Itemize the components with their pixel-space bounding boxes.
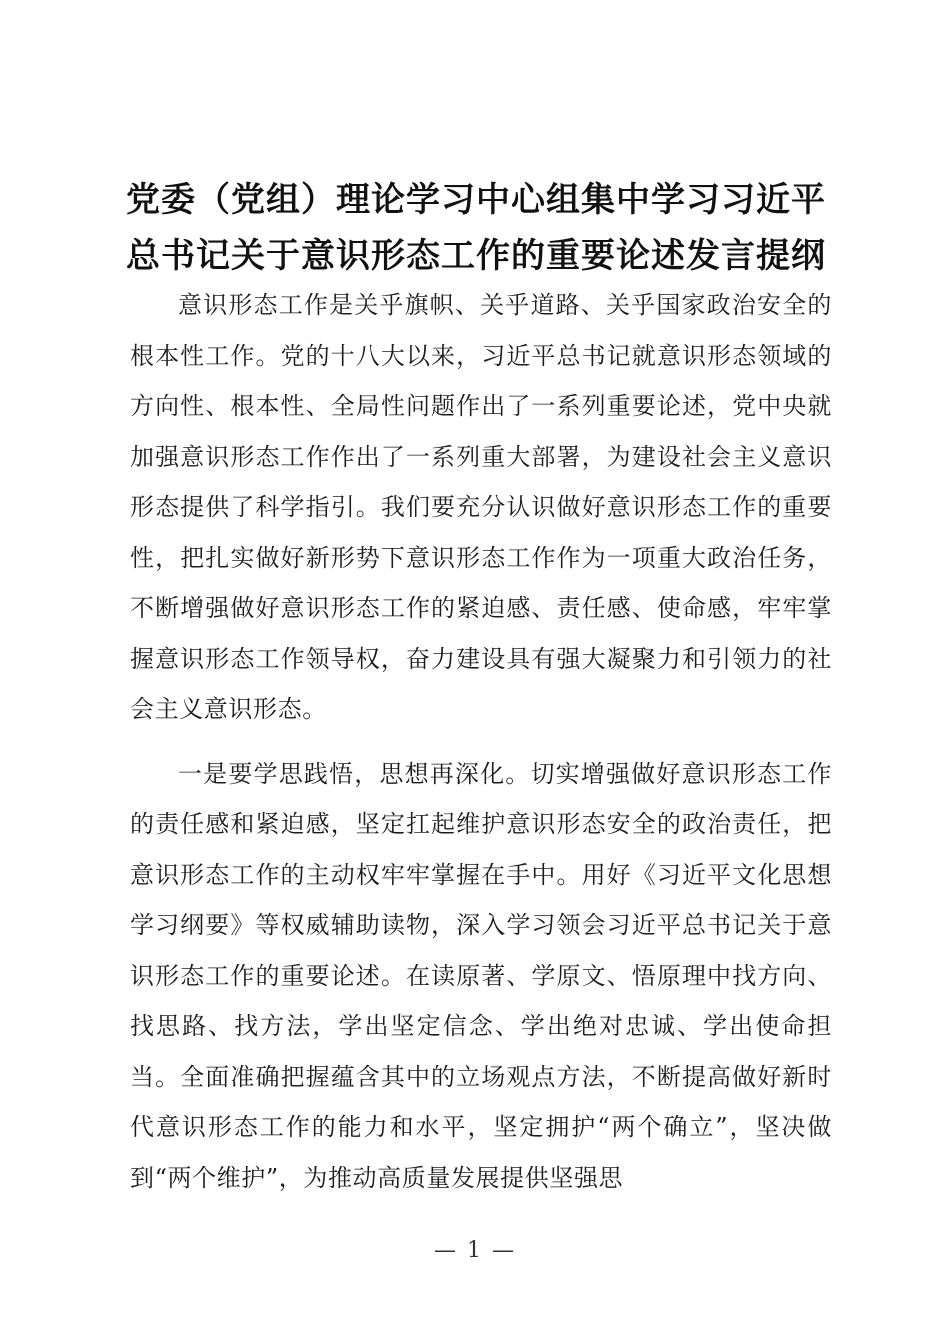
paragraph-intro: 意识形态工作是关乎旗帜、关乎道路、关乎国家政治安全的根本性工作。党的十八大以来，习近平总书记就意识形态领域的方向性、根本性、全局性问题作出了一系列重要论述，党中央就加强意识形态工作作出了一系列重大部署，为建设社会主义意识形态提供了科学指引。我们要充分认识做好意识形态工作的重要性，把扎实做好新形势下意识形态工作作为一项重大政治任务，不断增强做好意识形态工作的紧迫感、责任感、使命感，牢牢掌握意识形态工作领导权，奋力建设具有强大凝聚力和引领力的社会主义意识形态。 — [130, 291, 832, 723]
paragraph-point-one: 一是要学思践悟，思想再深化。切实增强做好意识形态工作的责任感和紧迫感，坚定扛起维护意识形态安全的政治责任，把意识形态工作的主动权牢牢掌握在手中。用好《习近平文化思想学习纲要》等权威辅助读物，深入学习领会习近平总书记关于意识形态工作的重要论述。在读原著、学原文、悟原理中找方向、找思路、找方法，学出坚定信念、学出绝对忠诚、学出使命担当。全面准确把握蕴含其中的立场观点方法，不断提高做好新时代意识形态工作的能力和水平，坚定拥护“两个确立”，坚决做到“两个维护”，为推动高质量发展提供坚强思 — [130, 759, 832, 1192]
page-number: — 1 — — [434, 1238, 516, 1263]
document-title: 党委（党组）理论学习中心组集中学习习近平总书记关于意识形态工作的重要论述发言提纲 — [126, 180, 826, 276]
document-body — [130, 280, 832, 1217]
